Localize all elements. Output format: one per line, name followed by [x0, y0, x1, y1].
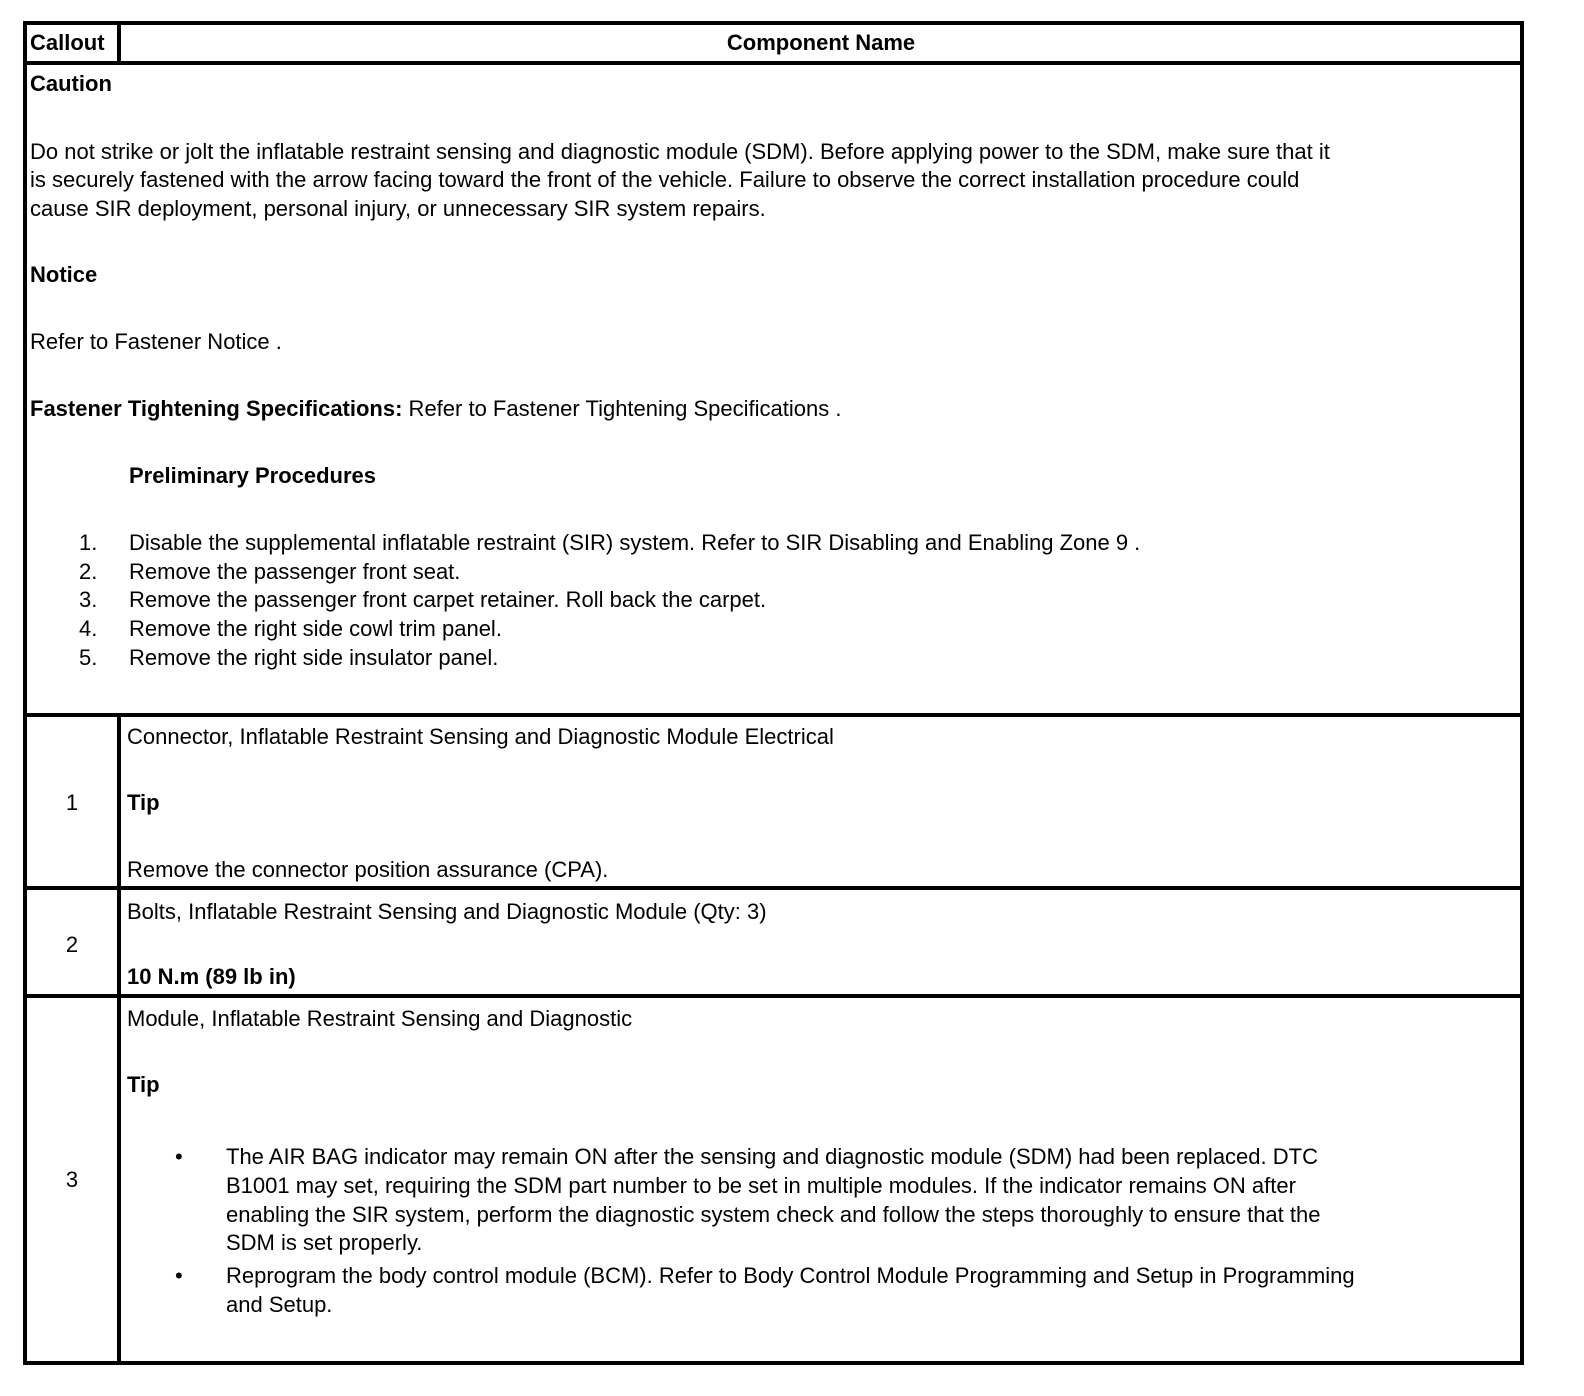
step-text: Remove the passenger front carpet retainer. Roll back the carpet.	[129, 587, 767, 612]
header-component-name: Component Name	[726, 30, 916, 55]
bullet-line: and Setup.	[226, 1292, 333, 1317]
caution-line: Do not strike or jolt the inflatable restraint sensing and diagnostic module (SDM). Before applying power to the SDM, make sure that it	[30, 139, 1330, 164]
divider	[117, 713, 121, 1363]
bullet-icon: •	[175, 1263, 183, 1288]
divider	[23, 713, 1523, 717]
divider	[23, 886, 1523, 890]
bullet-line: B1001 may set, requiring the SDM part number to be set in multiple modules. If the indicator remains ON after	[226, 1173, 1296, 1198]
notice-heading: Notice	[30, 262, 98, 287]
component-name: Connector, Inflatable Restraint Sensing and Diagnostic Module Electrical	[127, 724, 834, 749]
callout-number: 2	[65, 932, 79, 957]
preliminary-heading: Preliminary Procedures	[129, 463, 377, 488]
divider	[23, 61, 1523, 65]
header-callout: Callout	[30, 30, 105, 55]
bullet-icon: •	[175, 1144, 183, 1169]
step-number: 1.	[79, 530, 98, 555]
step-text: Remove the right side cowl trim panel.	[129, 616, 502, 641]
torque-spec: 10 N.m (89 lb in)	[127, 964, 296, 989]
callout-number: 3	[65, 1167, 79, 1192]
tip-heading: Tip	[127, 790, 160, 815]
step-number: 3.	[79, 587, 98, 612]
step-number: 5.	[79, 645, 98, 670]
notice-text: Refer to Fastener Notice .	[30, 329, 282, 354]
caution-line: is securely fastened with the arrow facing toward the front of the vehicle. Failure to observe the correct installation procedure could	[30, 167, 1300, 192]
bullet-line: enabling the SIR system, perform the diagnostic system check and follow the steps thoroughly to ensure that the	[226, 1202, 1321, 1227]
step-number: 2.	[79, 559, 98, 584]
bullet-line: SDM is set properly.	[226, 1230, 423, 1255]
fastener-label: Fastener Tightening Specifications:	[30, 396, 403, 421]
step-text: Disable the supplemental inflatable restraint (SIR) system. Refer to SIR Disabling and Enabling Zone 9 .	[129, 530, 1141, 555]
bullet-line: Reprogram the body control module (BCM). Refer to Body Control Module Programming and Setup in Programming	[226, 1263, 1355, 1288]
step-text: Remove the right side insulator panel.	[129, 645, 499, 670]
component-name: Module, Inflatable Restraint Sensing and Diagnostic	[127, 1006, 633, 1031]
caution-line: cause SIR deployment, personal injury, or unnecessary SIR system repairs.	[30, 196, 766, 221]
tip-heading: Tip	[127, 1072, 160, 1097]
callout-number: 1	[65, 790, 79, 815]
component-name: Bolts, Inflatable Restraint Sensing and Diagnostic Module (Qty: 3)	[127, 899, 767, 924]
bullet-line: The AIR BAG indicator may remain ON after the sensing and diagnostic module (SDM) had been replaced. DTC	[226, 1144, 1318, 1169]
step-text: Remove the passenger front seat.	[129, 559, 461, 584]
fastener-text: Refer to Fastener Tightening Specifications .	[402, 396, 842, 421]
step-number: 4.	[79, 616, 98, 641]
tip-text: Remove the connector position assurance (CPA).	[127, 857, 609, 882]
caution-heading: Caution	[30, 71, 112, 96]
divider	[23, 994, 1523, 998]
fastener-spec	[30, 396, 841, 422]
